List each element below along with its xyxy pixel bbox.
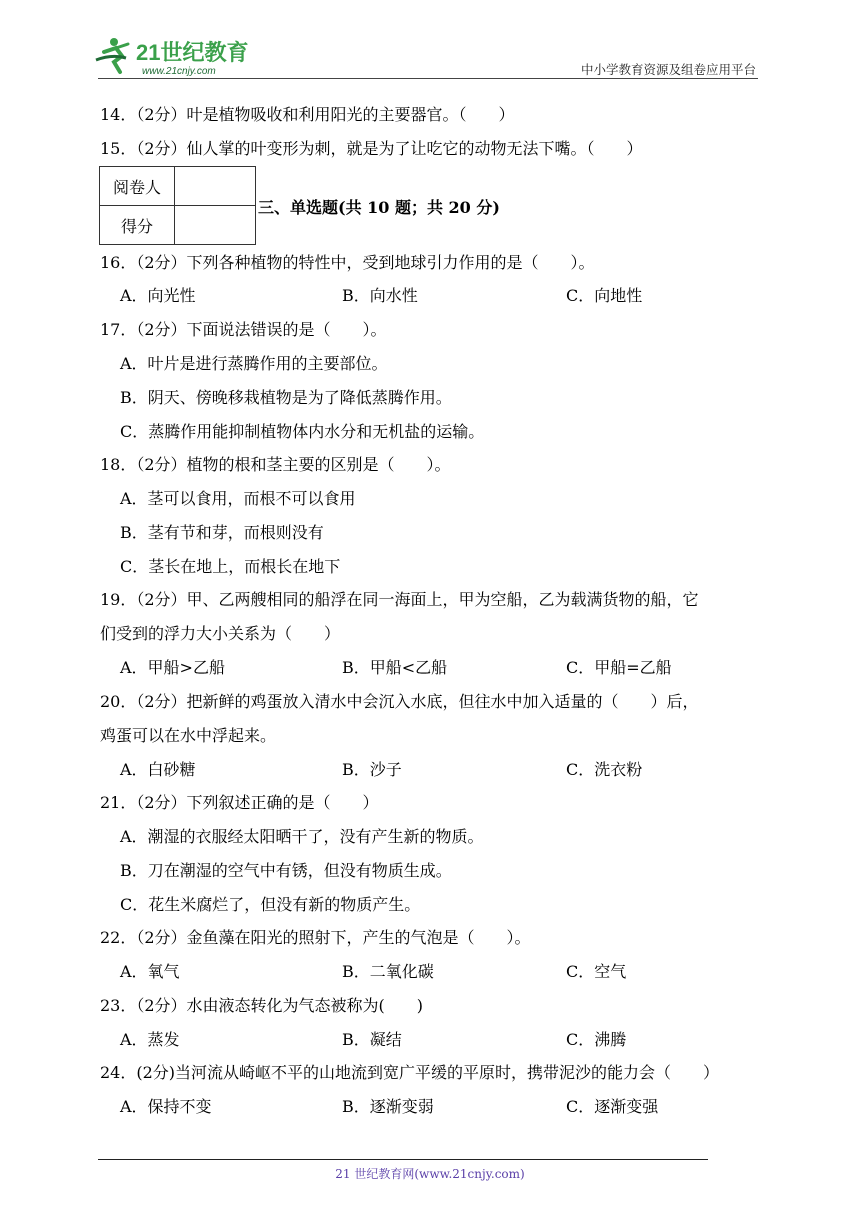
question-19-option-b: B．甲船<乙船 (342, 658, 448, 677)
question-19-stem-line2: 们受到的浮力大小关系为（ ） (100, 624, 341, 643)
question-17-option-a: A．叶片是进行蒸腾作用的主要部位。 (120, 354, 388, 373)
question-23-option-c: C．沸腾 (566, 1030, 627, 1049)
question-14: 14．（2分）叶是植物吸收和利用阳光的主要器官。（ ） (100, 105, 515, 124)
header-platform-text: 中小学教育资源及组卷应用平台 (580, 62, 756, 77)
question-16-stem: 16．（2分）下列各种植物的特性中，受到地球引力作用的是（ ）。 (100, 253, 595, 272)
grader-label: 阅卷人 (100, 167, 175, 206)
question-23-option-b: B．凝结 (342, 1030, 402, 1049)
question-23-stem: 23．（2分）水由液态转化为气态被称为( ) (100, 996, 424, 1015)
question-18-option-a: A．茎可以食用，而根不可以食用 (120, 489, 356, 508)
grader-table (99, 166, 256, 245)
question-24-option-c: C．逐渐变强 (566, 1097, 659, 1116)
question-17-stem: 17．（2分）下面说法错误的是（ ）。 (100, 320, 387, 339)
question-20-option-c: C．洗衣粉 (566, 760, 643, 779)
logo-text: 21世纪教育 (136, 40, 249, 65)
question-20-option-a: A．白砂糖 (120, 760, 196, 779)
question-16-option-a: A．向光性 (120, 286, 196, 305)
score-label: 得分 (100, 206, 175, 245)
footer-text[interactable]: 21 世纪教育网(www.21cnjy.com) (335, 1167, 525, 1181)
question-16-option-c: C．向地性 (566, 286, 643, 305)
question-19-stem-line1: 19．（2分）甲、乙两艘相同的船浮在同一海面上，甲为空船，乙为载满货物的船，它 (100, 590, 699, 609)
question-18-stem: 18．（2分）植物的根和茎主要的区别是（ ）。 (100, 455, 451, 474)
question-22-stem: 22．（2分）金鱼藻在阳光的照射下，产生的气泡是（ ）。 (100, 928, 531, 947)
question-19-option-a: A．甲船>乙船 (120, 658, 225, 677)
footer-divider (98, 1159, 708, 1160)
header-divider (98, 78, 758, 79)
question-21-stem: 21．（2分）下列叙述正确的是（ ） (100, 793, 379, 812)
question-22-option-c: C．空气 (566, 962, 627, 981)
question-24-stem: 24．(2分)当河流从崎岖不平的山地流到宽广平缓的平原时，携带泥沙的能力会（ ） (100, 1063, 720, 1082)
grader-field (175, 167, 256, 206)
question-18-option-c: C．茎长在地上，而根长在地下 (120, 557, 341, 576)
question-21-option-c: C．花生米腐烂了，但没有新的物质产生。 (120, 895, 421, 914)
question-17-option-c: C．蒸腾作用能抑制植物体内水分和无机盐的运输。 (120, 422, 485, 441)
question-22-option-a: A．氧气 (120, 962, 180, 981)
question-19-option-c: C．甲船=乙船 (566, 658, 672, 677)
question-21-option-a: A．潮湿的衣服经太阳晒干了，没有产生新的物质。 (120, 827, 484, 846)
question-21-option-b: B．刀在潮湿的空气中有锈，但没有物质生成。 (120, 861, 452, 880)
question-24-option-b: B．逐渐变弱 (342, 1097, 434, 1116)
question-15: 15．（2分）仙人掌的叶变形为刺，就是为了让吃它的动物无法下嘴。（ ） (100, 139, 643, 158)
logo-url: www.21cnjy.com (142, 66, 216, 77)
question-22-option-b: B．二氧化碳 (342, 962, 434, 981)
question-20-stem-line1: 20．（2分）把新鲜的鸡蛋放入清水中会沉入水底，但往水中加入适量的（ ）后， (100, 692, 699, 711)
question-23-option-a: A．蒸发 (120, 1030, 180, 1049)
question-24-option-a: A．保持不变 (120, 1097, 212, 1116)
score-field (175, 206, 256, 245)
question-18-option-b: B．茎有节和芽，而根则没有 (120, 523, 324, 542)
question-17-option-b: B．阴天、傍晚移栽植物是为了降低蒸腾作用。 (120, 388, 452, 407)
question-20-option-b: B．沙子 (342, 760, 402, 779)
question-20-stem-line2: 鸡蛋可以在水中浮起来。 (100, 726, 277, 745)
section-title: 三、单选题(共 10 题；共 20 分) (258, 198, 500, 217)
question-16-option-b: B．向水性 (342, 286, 418, 305)
site-logo (92, 32, 262, 80)
